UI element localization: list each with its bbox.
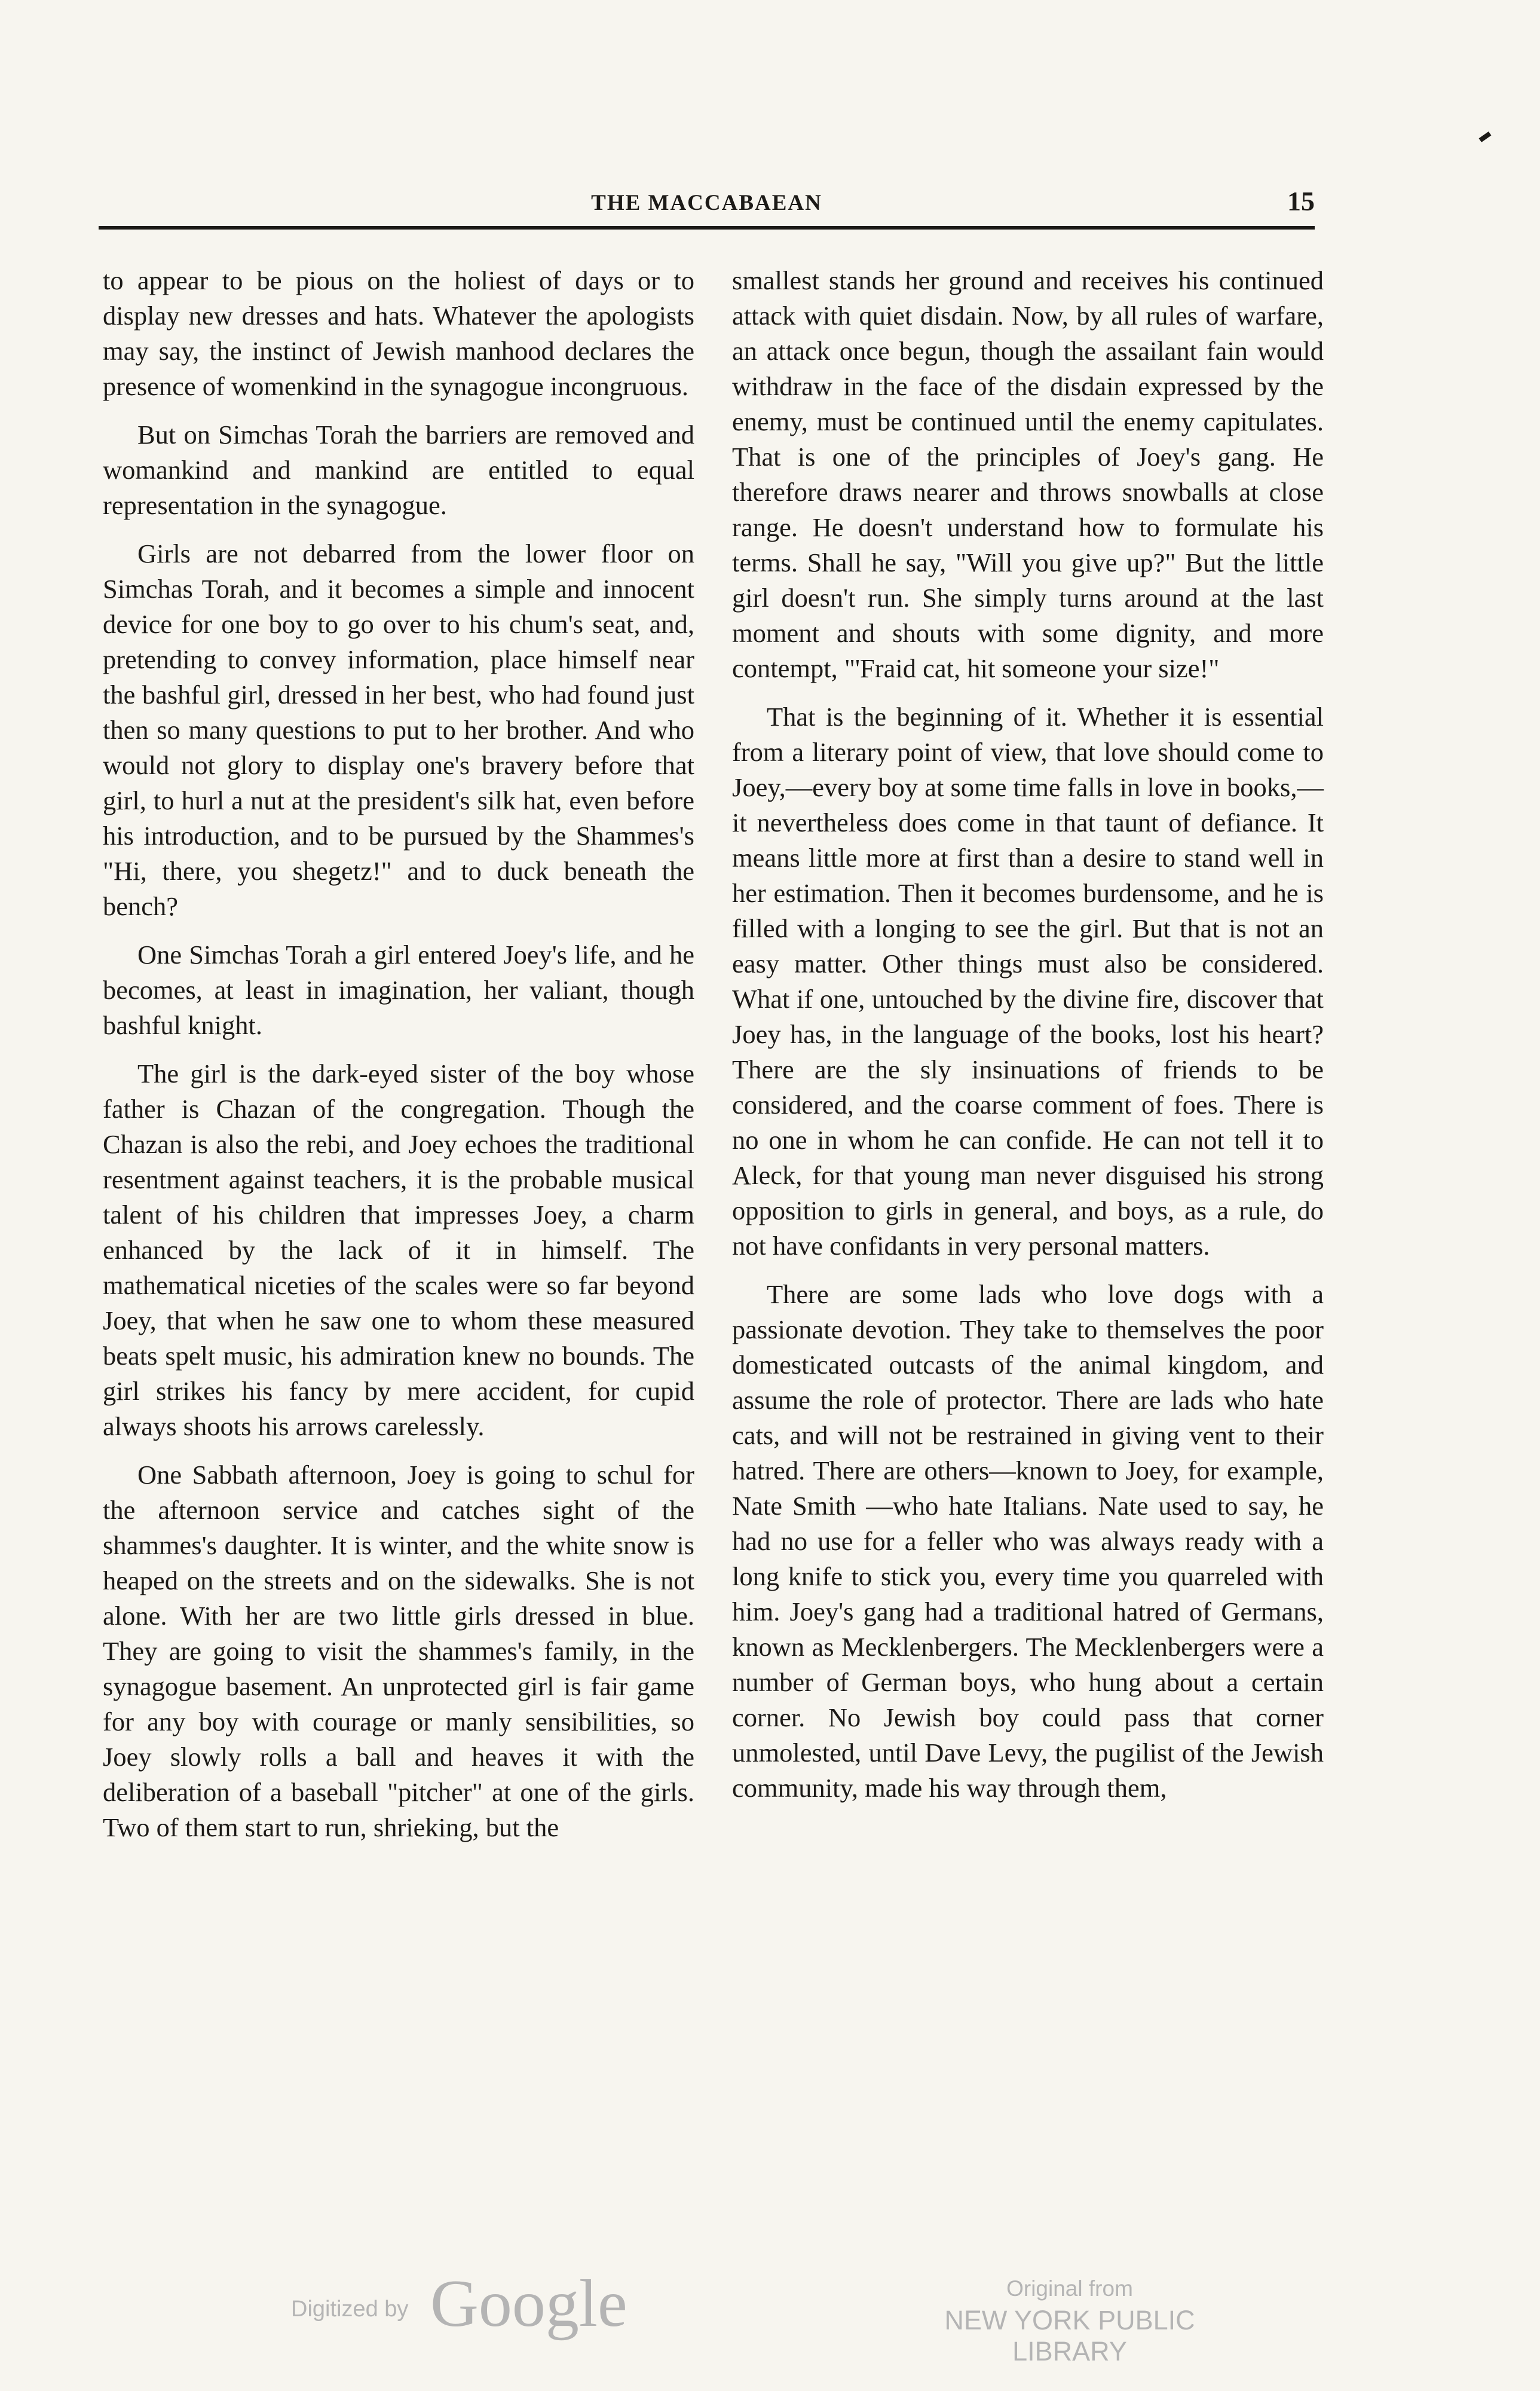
running-head [99, 186, 1315, 226]
journal-title: THE MACCABAEAN [591, 191, 822, 215]
paragraph: to appear to be pious on the holiest of days or to display new dresses and hats. Whatever the apologists may say, the instinct of Jewish manhood declares the presence of womenkind in the synagogue incongruous. [103, 265, 694, 401]
ink-mark [1479, 132, 1492, 142]
digitization-footer [0, 2265, 1540, 2373]
original-from-label: Original from [1006, 2276, 1133, 2301]
paragraph: Girls are not debarred from the lower floor on Simchas Torah, and it becomes a simple and innocent device for one boy to go over to his chum's seat, and, pretending to convey information, place himself near the bashful girl, dressed in her best, who had found just then so many questions to put to her brother. And who would not glory to display one's bravery before that girl, to hurl a nut at the president's silk hat, even before his introduction, and to be pursued by the Shammes's "Hi, there, you shegetz!" and to duck beneath the bench? [103, 539, 694, 921]
digitized-by-label: Digitized by [291, 2297, 409, 2322]
paragraph: That is the beginning of it. Whether it is essential from a literary point of view, that love should come to Joey,—every boy at some time falls in love in books,—it nevertheless does come in that taunt of defiance. It means little more at first than a desire to stand well in her estimation. Then it becomes burdensome, and he is filled with a longing to see the girl. But that is not an easy matter. Other things must also be considered. What if one, untouched by the divine fire, discover that Joey has, in the language of the books, lost his heart? There are the sly insinuations of friends to be considered, and the coarse comment of foes. There is no one in whom he can confide. He can not tell it to Aleck, for that young man never disguised his strong opposition to girls in general, and boys, as a rule, do not have confidants in very personal matters. [732, 702, 1324, 1261]
google-logo: Google [430, 2267, 627, 2341]
paragraph: But on Simchas Torah the barriers are removed and womankind and mankind are entitled to equal representation in the synagogue. [103, 420, 694, 520]
right-column [732, 263, 1324, 2254]
paragraph: One Sabbath afternoon, Joey is going to schul for the afternoon service and catches sight of the shammes's daughter. It is winter, and the white snow is heaped on the streets and on the sidewalks. She is not alone. With her are two little girls dressed in blue. They are going to visit the shammes's family, in the synagogue basement. An unprotected girl is fair game for any boy with courage or manly sensibilities, so Joey slowly rolls a ball and heaves it with the deliberation of a baseball "pitcher" at one of the girls. Two of them start to run, shrieking, but the [103, 1460, 694, 1842]
paragraph: The girl is the dark-eyed sister of the boy whose father is Chazan of the congregation. Though the Chazan is also the rebi, and Joey echoes the traditional resentment against teachers, it is the probable musical talent of his children that impresses Joey, a charm enhanced by the lack of it in himself. The mathematical niceties of the scales were so far beyond Joey, that when he saw one to whom these measured beats spelt music, his admiration knew no bounds. The girl strikes his fancy by mere accident, for cupid always shoots his arrows carelessly. [103, 1059, 694, 1441]
header-rule [99, 226, 1315, 230]
paragraph: There are some lads who love dogs with a passionate devotion. They take to themselves the poor domesticated outcasts of the animal kingdom, and assume the role of protector. There are lads who hate cats, and will not be restrained in giving vent to their hatred. There are others—known to Joey, for example, Nate Smith —who hate Italians. Nate used to say, he had no use for a feller who was always ready with a long knife to stick you, every time you quarreled with him. Joey's gang had a traditional hatred of Germans, known as Mecklenbergers. The Mecklenbergers were a number of German boys, who hung about a certain corner. No Jewish boy could pass that corner unmolested, until Dave Levy, the pugilist of the Jewish community, made his way through them, [732, 1279, 1324, 1803]
paragraph: One Simchas Torah a girl entered Joey's life, and he becomes, at least in imagination, her valiant, though bashful knight. [103, 940, 694, 1040]
left-column [103, 263, 694, 2254]
library-name: NEW YORK PUBLIC LIBRARY [944, 2305, 1195, 2366]
page-number: 15 [1287, 186, 1315, 216]
paragraph: smallest stands her ground and receives his continued attack with quiet disdain. Now, by all rules of warfare, an attack once begun, though the assailant fain would withdraw in the face of the disdain expressed by the enemy, must be continued until the enemy capitulates. That is one of the principles of Joey's gang. He therefore draws nearer and throws snowballs at close range. He doesn't understand how to formulate his terms. Shall he say, "Will you give up?" But the little girl doesn't run. She simply turns around at the last moment and shouts with some dignity, and more contempt, "'Fraid cat, hit someone your size!" [732, 265, 1324, 683]
